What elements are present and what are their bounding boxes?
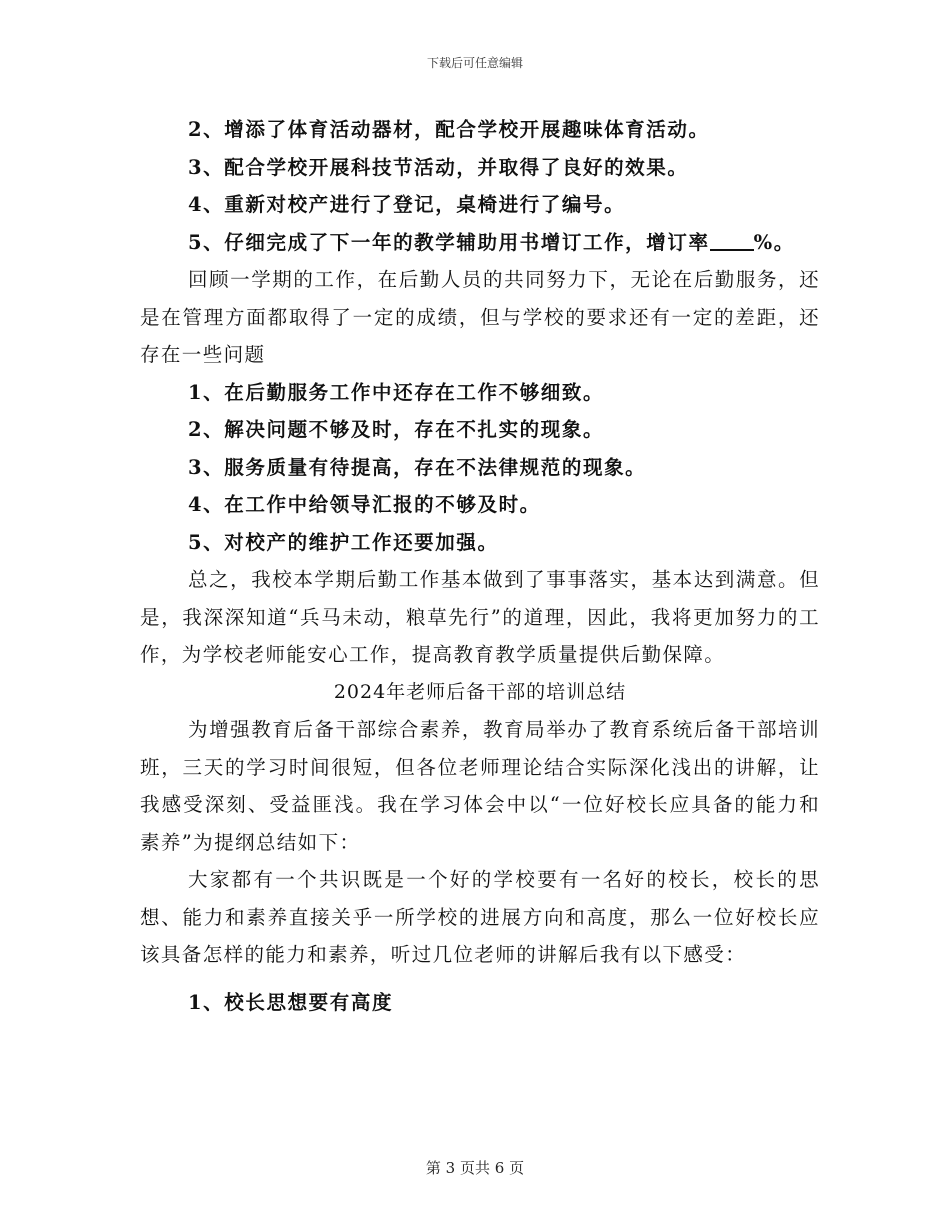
problem-item: 1、在后勤服务工作中还存在工作不够细致。: [188, 380, 605, 404]
consensus-paragraph: 大家都有一个共识既是一个好的学校要有一名好的校长，校长的思想、能力和素养直接关乎一所学校的进展方向和高度，那么一位好校长应该具备怎样的能力和素养，听过几位老师的讲解后我有以下感受：: [140, 868, 820, 966]
problem-item: 2、解决问题不够及时，存在不扎实的现象。: [188, 418, 605, 441]
list-item: 3、配合学校开展科技节活动，并取得了良好的效果。: [188, 155, 689, 179]
list-item-rate: [140, 224, 820, 262]
list-item: 4、重新对校产进行了登记，桌椅进行了编号。: [188, 193, 626, 216]
subheading: 1、校长思想要有高度: [188, 990, 394, 1014]
problem-item: 4、在工作中给领导汇报的不够及时。: [188, 493, 541, 516]
problem-item: 3、服务质量有待提高，存在不法律规范的现象。: [188, 455, 647, 479]
problem-item: 5、对校产的维护工作还要加强。: [188, 530, 499, 554]
summary-paragraph: 总之，我校本学期后勤工作基本做到了事事落实，基本达到满意。但是，我深深知道“兵马未动，粮草先行”的道理，因此，我将更加努力的工作，为学校老师能安心工作，提高教育教学质量提供后勤保障。: [140, 568, 820, 666]
page-header: 下载后可任意编辑: [426, 56, 523, 70]
intro-paragraph: 为增强教育后备干部综合素养，教育局举办了教育系统后备干部培训班，三天的学习时间很短，但各位老师理论结合实际深化浅出的讲解，让我感受深刻、受益匪浅。我在学习体会中以“一位好校长应具备的能力和素养”为提纲总结如下：: [140, 718, 820, 854]
rate-blank: [710, 231, 754, 251]
section-title: 2024年老师后备干部的培训总结: [333, 680, 627, 703]
document-body: [140, 111, 820, 1021]
rate-text-after: %。: [753, 230, 795, 254]
review-paragraph: 回顾一学期的工作，在后勤人员的共同努力下，无论在后勤服务，还是在管理方面都取得了一定的成绩，但与学校的要求还有一定的差距，还存在一些问题: [140, 268, 820, 366]
page-footer: 第 3 页共 6 页: [425, 1159, 525, 1177]
rate-text-before: 5、仔细完成了下一年的教学辅助用书增订工作，增订率: [188, 230, 710, 254]
list-item: 2、增添了体育活动器材，配合学校开展趣味体育活动。: [188, 118, 710, 141]
